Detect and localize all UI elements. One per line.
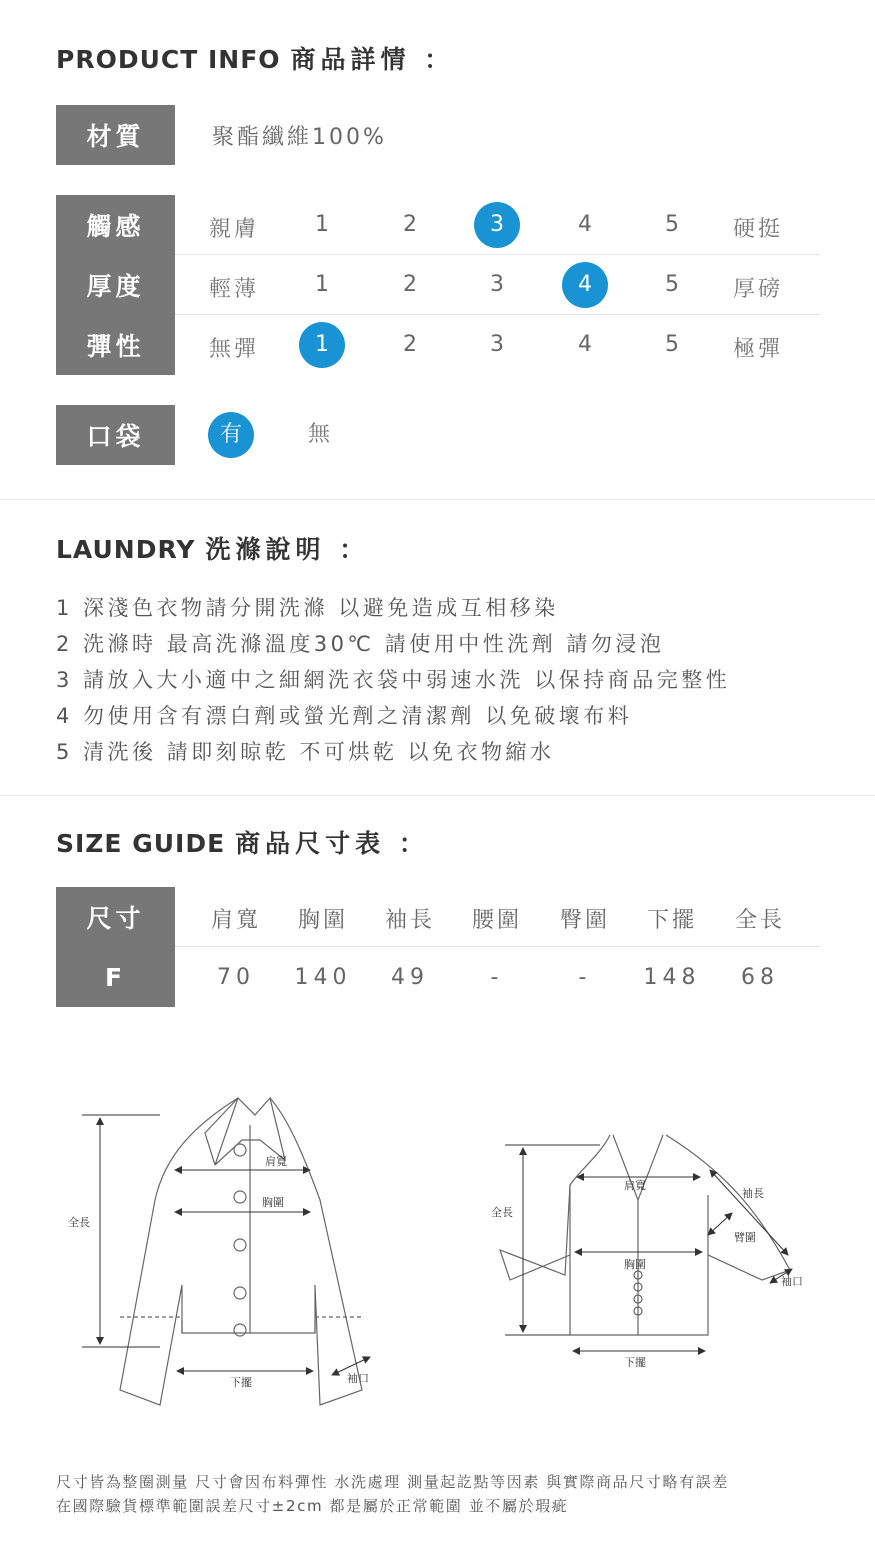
laundry-item: 4 勿使用含有漂白劑或螢光劑之清潔劑 以免破壞布料: [56, 704, 633, 728]
scale-option-2[interactable]: 2: [403, 332, 417, 357]
scale-high-label: 厚磅: [733, 277, 784, 302]
pocket-no-option[interactable]: 無: [307, 422, 330, 447]
laundry-item: 2 洗滌時 最高洗滌溫度30℃ 請使用中性洗劑 請勿浸泡: [56, 632, 665, 656]
right-sleeve-label: 袖長: [742, 1187, 764, 1200]
laundry-item: 3 請放入大小適中之細網洗衣袋中弱速水洗 以保持商品完整性: [56, 668, 731, 692]
scale-option-4[interactable]: 4: [578, 212, 592, 237]
size-column-header: 腰圍: [471, 908, 522, 933]
size-column-header: 胸圍: [297, 908, 348, 933]
scale-option-2[interactable]: 2: [403, 212, 417, 237]
footnote-line: 尺寸皆為整圈測量 尺寸會因布料彈性 水洗處理 測量起訖點等因素 與實際商品尺寸略有誤差: [56, 1473, 729, 1491]
pocket-yes-option[interactable]: 有: [208, 412, 254, 458]
material-value: 聚酯纖維100%: [212, 125, 387, 150]
size-column-header: 肩寬: [210, 908, 261, 933]
scale-header: 觸感: [56, 195, 175, 255]
product-info-title: [56, 40, 454, 76]
cardigan-labels: [491, 1178, 803, 1369]
left-cuff-label: 袖口: [347, 1372, 369, 1385]
scale-low-label: 無彈: [209, 337, 260, 362]
scale-option-5[interactable]: 5: [665, 272, 679, 297]
row-divider: [175, 946, 820, 947]
left-hem-label: 下擺: [230, 1376, 252, 1389]
size-row-label: F: [56, 947, 175, 1007]
scale-option-1[interactable]: 1: [315, 272, 329, 297]
size-column-header: 全長: [734, 908, 785, 933]
laundry-item: 5 清洗後 請即刻晾乾 不可烘乾 以免衣物縮水: [56, 740, 555, 764]
garment-diagram: [0, 1085, 875, 1445]
scale-option-4[interactable]: 4: [578, 332, 592, 357]
right-hem-label: 下擺: [624, 1356, 646, 1369]
size-value-cell: 70: [217, 965, 255, 990]
material-header: 材質: [56, 105, 175, 165]
right-arm-label: 臂圍: [734, 1231, 756, 1244]
laundry-title: [56, 530, 369, 566]
scale-high-label: 極彈: [733, 337, 784, 362]
scale-low-label: 親膚: [209, 217, 260, 242]
left-chest-label: 胸圍: [262, 1196, 284, 1209]
row-divider: [175, 314, 820, 315]
size-value-cell: 68: [741, 965, 779, 990]
scale-option-1[interactable]: 1: [315, 212, 329, 237]
scale-option-3[interactable]: 3: [474, 202, 520, 248]
pocket-header: 口袋: [56, 405, 175, 465]
laundry-item: 1 深淺色衣物請分開洗滌 以避免造成互相移染: [56, 596, 559, 620]
scale-option-3[interactable]: 3: [490, 272, 504, 297]
size-value-cell: 140: [294, 965, 352, 990]
title-en: SIZE GUIDE: [56, 829, 226, 858]
size-header: 尺寸: [56, 887, 175, 947]
size-value-cell: 148: [643, 965, 701, 990]
size-value-cell: -: [578, 965, 592, 990]
title-zh: 商品尺寸表 ：: [235, 829, 429, 858]
scale-option-2[interactable]: 2: [403, 272, 417, 297]
scale-high-label: 硬挺: [733, 217, 784, 242]
size-value-cell: -: [490, 965, 504, 990]
scale-option-1[interactable]: 1: [299, 322, 345, 368]
scale-option-5[interactable]: 5: [665, 212, 679, 237]
scale-option-5[interactable]: 5: [665, 332, 679, 357]
scale-header: 厚度: [56, 255, 175, 315]
right-shoulder-label: 肩寬: [624, 1179, 646, 1192]
left-length-label: 全長: [68, 1216, 90, 1229]
size-column-header: 下擺: [646, 908, 697, 933]
scale-option-3[interactable]: 3: [490, 332, 504, 357]
section-divider: [0, 499, 875, 500]
left-shoulder-label: 肩寬: [265, 1155, 287, 1168]
cardigan-measure-lines: [505, 1145, 792, 1351]
shirt-drawing: [120, 1098, 362, 1405]
title-en: LAUNDRY: [56, 535, 196, 564]
size-value-cell: 49: [391, 965, 429, 990]
section-divider: [0, 795, 875, 796]
right-length-label: 全長: [491, 1206, 513, 1219]
title-en: PRODUCT INFO: [56, 45, 281, 74]
scale-low-label: 輕薄: [209, 277, 260, 302]
right-cuff-label: 袖口: [781, 1275, 803, 1288]
footnote-line: 在國際驗貨標準範圍誤差尺寸±2cm 都是屬於正常範圍 並不屬於瑕疵: [56, 1497, 569, 1515]
title-zh: 洗滌說明 ：: [205, 535, 370, 564]
title-zh: 商品詳情 ：: [290, 45, 455, 74]
size-guide-title: [56, 824, 429, 860]
size-column-header: 袖長: [384, 908, 435, 933]
row-divider: [175, 254, 820, 255]
shirt-labels: [68, 1154, 369, 1389]
size-column-header: 臀圍: [559, 908, 610, 933]
right-chest-label: 胸圍: [624, 1258, 646, 1271]
scale-header: 彈性: [56, 315, 175, 375]
scale-option-4[interactable]: 4: [562, 262, 608, 308]
